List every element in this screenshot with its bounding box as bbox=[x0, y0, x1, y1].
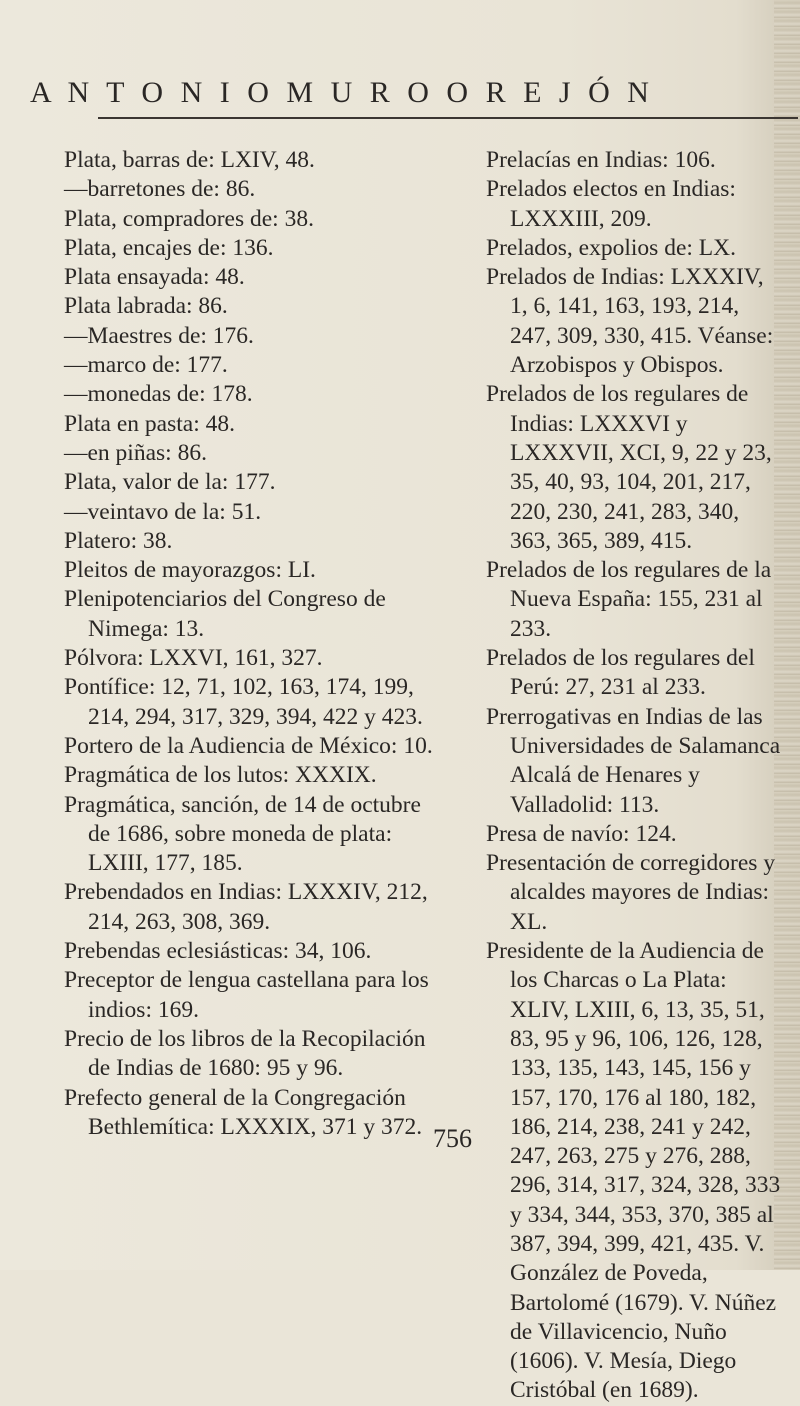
header-rule bbox=[98, 117, 798, 119]
running-header: A N T O N I O M U R O O R E J Ó N bbox=[30, 76, 649, 109]
index-entry: Plata, valor de la: 177. bbox=[64, 469, 276, 496]
index-entry: —marco de: 177. bbox=[64, 352, 228, 379]
index-entry: Pragmática, sanción, de 14 de octubre de 1686, sobre moneda de plata: LXIII, 177, 185. bbox=[64, 791, 421, 877]
index-entry: Prelacías en Indias: 106. bbox=[486, 147, 716, 173]
index-entry: Pleitos de mayorazgos: LI. bbox=[64, 557, 316, 584]
index-entry: Prerrogativas en Indias de las Universidades de Salamanca Alcalá de Henares y Valladolid: 113. bbox=[486, 703, 781, 818]
index-entry: Prelados, expolios de: LX. bbox=[486, 234, 736, 261]
index-entry: Pragmática de los lutos: XXXIX. bbox=[64, 762, 377, 789]
index-entry: Platero: 38. bbox=[64, 527, 173, 554]
index-entry: Presidente de la Audiencia de los Charcas o La Plata: XLIV, LXIII, 6, 13, 35, 51, 83, 95 y 96, 106, 126, 128, 133, 135, 143, 145, 156 y 157, 170, 176 al 180, 182, 186, 214, 238, 241 y 242, 247, 263, 275 y 276, 288, 296, 314, 317, 324, 328, 333 y 334, 344, 353, 370, 385 al 387, 394, 399, 421, 435. V. González de Poveda, Bartolomé (1679). V. Núñez de Villavicencio, Nuño (1606). V. Mesía, Diego Cristóbal (en 1689). bbox=[486, 938, 781, 1404]
index-entry: Plata labrada: 86. bbox=[64, 293, 228, 320]
index-entry: Plenipotenciarios del Congreso de Nimega: 13. bbox=[64, 586, 386, 642]
index-entry: Presa de navío: 124. bbox=[486, 820, 677, 847]
index-entry: Plata ensayada: 48. bbox=[64, 264, 245, 291]
index-entry: Plata, barras de: LXIV, 48. bbox=[64, 147, 315, 173]
index-entry: Prelados de Indias: LXXXIV, 1, 6, 141, 163, 193, 214, 247, 309, 330, 415. Véanse: Arzobispos y Obispos. bbox=[486, 264, 774, 379]
index-entry: Preceptor de lengua castellana para los indios: 169. bbox=[64, 967, 429, 1023]
index-entry: Prebendas eclesiásticas: 34, 106. bbox=[64, 938, 372, 965]
index-entry: Pólvora: LXXVI, 161, 327. bbox=[64, 645, 323, 672]
index-entry: Portero de la Audiencia de México: 10. bbox=[64, 732, 433, 759]
index-entry: —veintavo de la: 51. bbox=[64, 498, 262, 525]
index-entry: Prebendados en Indias: LXXXIV, 212, 214, 263, 308, 369. bbox=[64, 879, 428, 935]
index-entry: Prelados de los regulares de Indias: LXXXVI y LXXXVII, XCI, 9, 22 y 23, 35, 40, 93, 104, 201, 217, 220, 230, 241, 283, 340, 363, 365, 389, 415. bbox=[486, 381, 772, 554]
index-entry: Plata, encajes de: 136. bbox=[64, 234, 274, 261]
index-column-right bbox=[486, 146, 786, 1406]
index-column-left bbox=[64, 146, 434, 1142]
index-entry: Prelados de los regulares del Perú: 27, 231 al 233. bbox=[486, 645, 755, 701]
index-entry: Presentación de corregidores y alcaldes mayores de Indias: XL. bbox=[486, 850, 776, 935]
index-entry: —Maestres de: 176. bbox=[64, 322, 254, 349]
index-entry: Pontífice: 12, 71, 102, 163, 174, 199, 214, 294, 317, 329, 394, 422 y 423. bbox=[64, 674, 423, 730]
index-entry: Prelados de los regulares de la Nueva España: 155, 231 al 233. bbox=[486, 557, 772, 642]
index-entry: Precio de los libros de la Recopilación de Indias de 1680: 95 y 96. bbox=[64, 1025, 426, 1082]
index-entry: Plata en pasta: 48. bbox=[64, 410, 235, 437]
index-entry: Plata, compradores de: 38. bbox=[64, 205, 314, 232]
index-entry: Prelados electos en Indias: LXXXIII, 209. bbox=[486, 176, 736, 232]
page-number: 756 bbox=[433, 1124, 472, 1153]
index-entry: —monedas de: 178. bbox=[64, 381, 253, 408]
index-entry: —barretones de: 86. bbox=[64, 176, 256, 203]
index-entry: —en piñas: 86. bbox=[64, 439, 207, 466]
index-entry: Prefecto general de la Congregación Bethlemítica: LXXXIX, 371 y 372. bbox=[64, 1084, 423, 1140]
